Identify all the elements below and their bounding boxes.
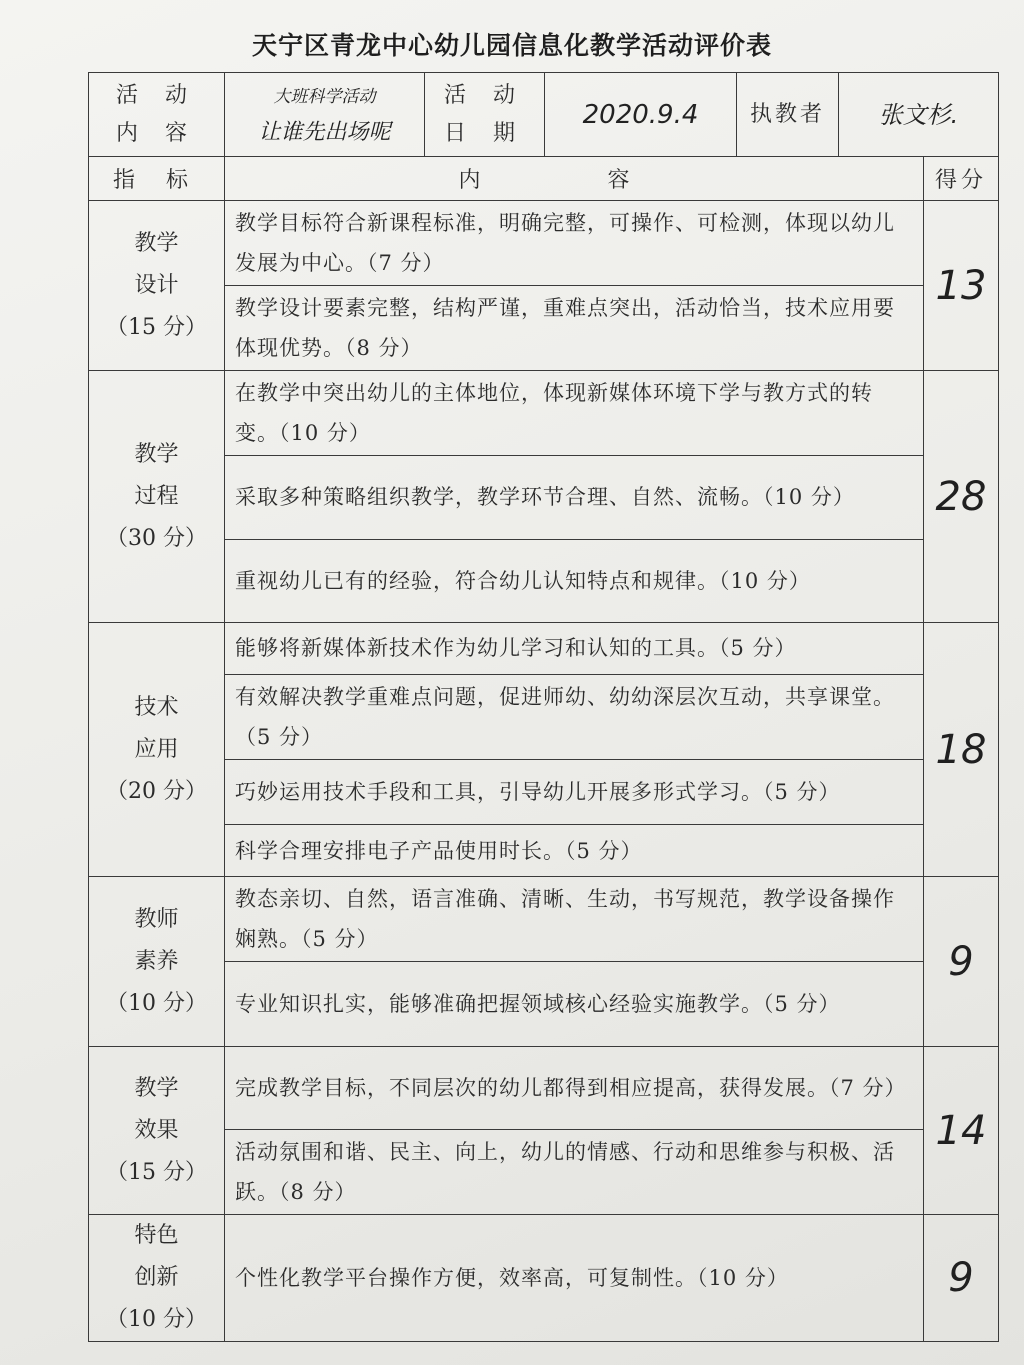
score-value: 18 (924, 623, 999, 877)
indicator-column-header: 指 标 (89, 157, 225, 201)
section-row-design (89, 201, 999, 371)
content-cell (225, 371, 924, 623)
section-row-literacy (89, 877, 999, 1047)
score-column-header: 得分 (924, 157, 999, 201)
activity-date-value: 2020.9.4 (545, 73, 737, 157)
content-cell (225, 1047, 924, 1215)
section-row-innovation (89, 1215, 999, 1342)
criteria-item: 专业知识扎实，能够准确把握领域核心经验实施教学。（5 分） (225, 961, 923, 1046)
content-column-header: 内 容 (225, 157, 924, 201)
criteria-item: 活动氛围和谐、民主、向上，幼儿的情感、行动和思维参与积极、活跃。（8 分） (225, 1129, 923, 1214)
score-value: 9 (924, 1215, 999, 1342)
criteria-item: 教态亲切、自然，语言准确、清晰、生动，书写规范，教学设备操作娴熟。（5 分） (235, 887, 895, 951)
criteria-item: 在教学中突出幼儿的主体地位，体现新媒体环境下学与教方式的转变。（10 分） (235, 381, 873, 445)
content-cell (225, 1215, 924, 1342)
indicator-cell: 特色 创新 （10 分） (89, 1215, 225, 1342)
activity-content-label: 活 动 内 容 (89, 73, 225, 157)
activity-content-value: 大班科学活动 让谁先出场呢 (225, 73, 425, 157)
criteria-item: 采取多种策略组织教学，教学环节合理、自然、流畅。（10 分） (225, 455, 923, 539)
info-row (89, 73, 999, 157)
criteria-item: 教学设计要素完整，结构严谨，重难点突出，活动恰当，技术应用要体现优势。（8 分） (225, 285, 923, 370)
section-row-effect (89, 1047, 999, 1215)
criteria-item: 完成教学目标，不同层次的幼儿都得到相应提高，获得发展。（7 分） (235, 1076, 907, 1100)
criteria-item: 能够将新媒体新技术作为幼儿学习和认知的工具。（5 分） (235, 636, 797, 661)
score-value: 9 (924, 877, 999, 1047)
criteria-item: 巧妙运用技术手段和工具，引导幼儿开展多形式学习。（5 分） (225, 759, 923, 825)
teacher-label: 执教者 (737, 73, 839, 157)
indicator-cell: 教学 过程 （30 分） (89, 371, 225, 623)
teacher-value: 张文杉. (839, 73, 999, 157)
activity-date-label: 活 动 日 期 (425, 73, 545, 157)
indicator-cell: 技术 应用 （20 分） (89, 623, 225, 877)
criteria-item: 个性化教学平台操作方便，效率高，可复制性。（10 分） (235, 1266, 789, 1290)
evaluation-table (88, 72, 999, 1342)
indicator-cell: 教学 设计 （15 分） (89, 201, 225, 371)
column-header-row (89, 157, 999, 201)
score-value: 14 (924, 1047, 999, 1215)
section-row-process (89, 371, 999, 623)
page-title: 天宁区青龙中心幼儿园信息化教学活动评价表 (251, 31, 772, 60)
score-value: 13 (924, 201, 999, 371)
indicator-cell: 教师 素养 （10 分） (89, 877, 225, 1047)
score-value: 28 (924, 371, 999, 623)
content-cell (225, 201, 924, 371)
section-row-technology (89, 623, 999, 877)
content-cell (225, 877, 924, 1047)
criteria-item: 科学合理安排电子产品使用时长。（5 分） (225, 824, 923, 876)
content-cell (225, 623, 924, 877)
criteria-item: 教学目标符合新课程标准，明确完整，可操作、可检测，体现以幼儿发展为中心。（7 分） (235, 211, 895, 275)
criteria-item: 有效解决教学重难点问题，促进师幼、幼幼深层次互动，共享课堂。（5 分） (225, 674, 923, 759)
criteria-item: 重视幼儿已有的经验，符合幼儿认知特点和规律。（10 分） (225, 539, 923, 623)
indicator-cell: 教学 效果 （15 分） (89, 1047, 225, 1215)
